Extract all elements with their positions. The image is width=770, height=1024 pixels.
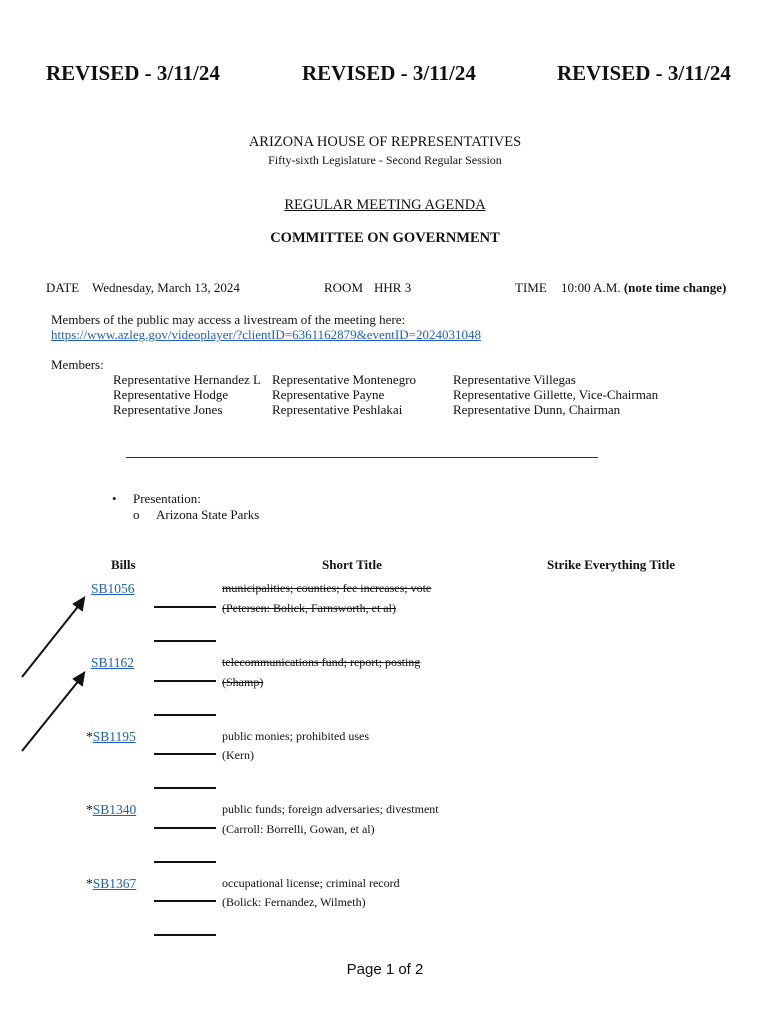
bill-prefix: * bbox=[86, 802, 93, 817]
member-name: Representative Hodge bbox=[113, 387, 229, 402]
arrow-icon bbox=[22, 673, 84, 751]
column-header-strike-everything: Strike Everything Title bbox=[547, 557, 676, 572]
revised-label-center: REVISED - 3/11/24 bbox=[302, 61, 476, 85]
bill-short-title: occupational license; criminal record bbox=[222, 876, 400, 890]
bill-prefix: * bbox=[86, 729, 93, 744]
date-label: DATE bbox=[46, 280, 80, 295]
member-name: Representative Gillette, Vice-Chairman bbox=[453, 387, 659, 402]
bill-short-title: public monies; prohibited uses bbox=[222, 729, 369, 743]
member-name: Representative Dunn, Chairman bbox=[453, 402, 621, 417]
member-name: Representative Peshlakai bbox=[272, 402, 403, 417]
bill-link-sb1367[interactable]: SB1367 bbox=[92, 876, 137, 891]
bill-link-sb1162[interactable]: SB1162 bbox=[91, 655, 135, 670]
bill-link-sb1195[interactable]: SB1195 bbox=[92, 729, 136, 744]
member-name: Representative Hernandez L bbox=[113, 372, 261, 387]
bill-sponsors: (Bolick: Fernandez, Wilmeth) bbox=[222, 895, 366, 909]
room-label: ROOM bbox=[324, 280, 364, 295]
bill-sponsors: (Carroll: Borrelli, Gowan, et al) bbox=[222, 822, 375, 836]
bill-sponsors: (Petersen: Bolick, Farnsworth, et al) bbox=[222, 601, 396, 615]
bullet-icon: • bbox=[112, 491, 117, 506]
house-title: ARIZONA HOUSE OF REPRESENTATIVES bbox=[248, 134, 522, 150]
presentation-item: Arizona State Parks bbox=[156, 507, 260, 522]
member-name: Representative Villegas bbox=[453, 372, 576, 387]
bill-short-title: telecommunications fund; report; posting bbox=[222, 655, 421, 669]
member-name: Representative Payne bbox=[272, 387, 385, 402]
committee-name: COMMITTEE ON GOVERNMENT bbox=[270, 230, 500, 246]
bill-link-sb1340[interactable]: SB1340 bbox=[92, 802, 137, 817]
column-header-short-title: Short Title bbox=[322, 557, 382, 572]
time-value: 10:00 A.M. bbox=[561, 280, 621, 295]
presentation-label: Presentation: bbox=[133, 491, 201, 506]
arrow-icon bbox=[22, 598, 84, 677]
revised-label-left: REVISED - 3/11/24 bbox=[46, 61, 220, 85]
time-label: TIME bbox=[515, 280, 547, 295]
column-header-bills: Bills bbox=[111, 557, 136, 572]
time-note: (note time change) bbox=[623, 280, 727, 295]
member-name: Representative Montenegro bbox=[272, 372, 417, 387]
page-number: Page 1 of 2 bbox=[346, 961, 424, 978]
agenda-type: REGULAR MEETING AGENDA bbox=[284, 197, 486, 213]
livestream-text: Members of the public may access a livestream of the meeting here: bbox=[51, 312, 406, 327]
bill-prefix: * bbox=[86, 876, 93, 891]
bill-sponsors: (Shamp) bbox=[222, 675, 264, 689]
room-value: HHR 3 bbox=[374, 280, 412, 295]
member-name: Representative Jones bbox=[113, 402, 223, 417]
bill-sponsors: (Kern) bbox=[222, 748, 254, 762]
revised-label-right: REVISED - 3/11/24 bbox=[557, 61, 731, 85]
date-value: Wednesday, March 13, 2024 bbox=[92, 280, 240, 295]
bill-short-title: public funds; foreign adversaries; divestment bbox=[222, 802, 439, 816]
members-label: Members: bbox=[51, 357, 104, 372]
livestream-link[interactable]: https://www.azleg.gov/videoplayer/?clientID=6361162879&eventID=2024031048 bbox=[51, 327, 481, 342]
session-subtitle: Fifty-sixth Legislature - Second Regular Session bbox=[268, 153, 502, 167]
bill-short-title: municipalities; counties; fee increases; vote bbox=[222, 581, 432, 595]
sub-bullet-icon: o bbox=[133, 507, 140, 522]
bill-link-sb1056[interactable]: SB1056 bbox=[91, 581, 135, 596]
